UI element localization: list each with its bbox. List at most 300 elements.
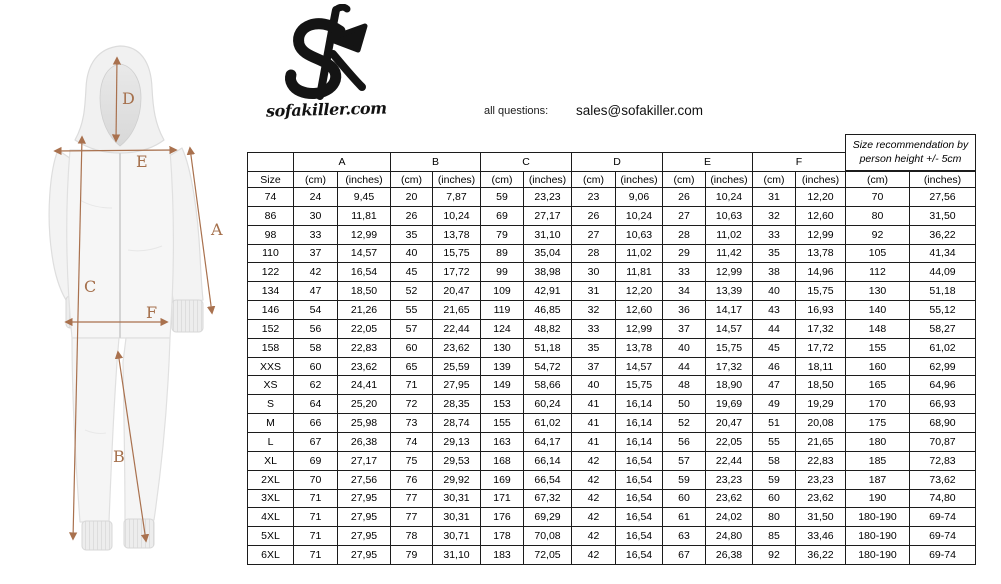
value-cell: 40 [391,244,433,263]
table-row [248,376,976,395]
value-cell: 64 [294,395,338,414]
value-cell: 112 [846,263,910,282]
value-cell: 99 [481,263,524,282]
value-cell: 85 [753,527,796,546]
value-cell: 71 [294,508,338,527]
value-cell: 42 [572,527,616,546]
value-cell: 41 [572,414,616,433]
value-cell: 49 [753,395,796,414]
value-cell: 25,59 [433,357,481,376]
table-row [248,357,976,376]
value-cell: 69 [294,451,338,470]
value-cell: 40 [753,282,796,301]
value-cell: 28 [572,244,616,263]
value-cell: 12,60 [796,206,846,225]
value-cell: 26,38 [706,546,753,565]
value-cell: 66,14 [524,451,572,470]
value-cell: 66,93 [910,395,976,414]
value-cell: 27,95 [338,546,391,565]
value-cell: 57 [391,319,433,338]
table-row [248,206,976,225]
value-cell: 89 [481,244,524,263]
value-cell: 22,83 [796,451,846,470]
value-cell: 16,93 [796,301,846,320]
value-cell: 42 [572,451,616,470]
unit-cm-header: (cm) [294,172,338,188]
value-cell: 14,57 [338,244,391,263]
value-cell: 12,60 [616,301,663,320]
value-cell: 37 [572,357,616,376]
table-row [248,489,976,508]
value-cell: 80 [846,206,910,225]
value-cell: 40 [663,338,706,357]
measure-label-e: E [136,152,148,171]
value-cell: 22,05 [338,319,391,338]
value-cell: 180 [846,432,910,451]
value-cell: 60 [294,357,338,376]
value-cell: 35 [753,244,796,263]
value-cell: 50 [663,395,706,414]
brand-site-text: sofakiller.com [265,98,387,121]
value-cell: 130 [481,338,524,357]
value-cell: 11,02 [616,244,663,263]
value-cell: 67,32 [524,489,572,508]
value-cell: 22,83 [338,338,391,357]
value-cell: 46 [753,357,796,376]
value-cell: 23,23 [796,470,846,489]
value-cell: 190 [846,489,910,508]
value-cell: 29,53 [433,451,481,470]
unit-inches-header: (inches) [706,172,753,188]
value-cell: 37 [294,244,338,263]
size-cell: 74 [248,188,294,207]
value-cell: 140 [846,301,910,320]
value-cell: 26 [572,206,616,225]
value-cell: 36,22 [796,546,846,565]
value-cell: 17,32 [706,357,753,376]
value-cell: 17,32 [796,319,846,338]
value-cell: 41 [572,395,616,414]
value-cell: 48,82 [524,319,572,338]
value-cell: 155 [846,338,910,357]
value-cell: 30,31 [433,489,481,508]
value-cell: 61,02 [910,338,976,357]
value-cell: 12,99 [616,319,663,338]
value-cell: 32 [572,301,616,320]
value-cell: 54 [294,301,338,320]
value-cell: 17,72 [796,338,846,357]
value-cell: 51 [753,414,796,433]
value-cell: 153 [481,395,524,414]
value-cell: 38 [753,263,796,282]
value-cell: 180-190 [846,527,910,546]
value-cell: 163 [481,432,524,451]
value-cell: 55 [391,301,433,320]
value-cell: 36,22 [910,225,976,244]
value-cell: 12,99 [796,225,846,244]
value-cell: 56 [294,319,338,338]
value-cell: 26 [391,206,433,225]
value-cell: 16,54 [338,263,391,282]
size-cell: 134 [248,282,294,301]
value-cell: 41,34 [910,244,976,263]
value-cell: 22,44 [706,451,753,470]
value-cell: 19,29 [796,395,846,414]
value-cell: 170 [846,395,910,414]
value-cell: 11,42 [706,244,753,263]
value-cell: 40 [572,376,616,395]
value-cell: 42 [572,546,616,565]
value-cell: 69-74 [910,527,976,546]
value-cell: 30,31 [433,508,481,527]
value-cell: 23,62 [338,357,391,376]
value-cell: 33 [753,225,796,244]
value-cell: 71 [294,546,338,565]
value-cell: 15,75 [796,282,846,301]
table-corner-spacer [248,153,294,172]
value-cell: 27,17 [524,206,572,225]
size-column-header: Size [248,172,294,188]
value-cell: 29,13 [433,432,481,451]
table-row [248,282,976,301]
value-cell: 21,26 [338,301,391,320]
measure-group-header: C [481,153,572,172]
table-row [248,188,976,207]
value-cell: 16,54 [616,451,663,470]
value-cell: 10,24 [433,206,481,225]
value-cell: 38,98 [524,263,572,282]
value-cell: 139 [481,357,524,376]
unit-cm-header: (cm) [753,172,796,188]
value-cell: 61,02 [524,414,572,433]
value-cell: 14,96 [796,263,846,282]
value-cell: 16,54 [616,489,663,508]
value-cell: 11,02 [706,225,753,244]
value-cell: 42 [572,489,616,508]
measure-group-header: B [391,153,481,172]
value-cell: 79 [391,546,433,565]
value-cell: 13,39 [706,282,753,301]
value-cell: 15,75 [433,244,481,263]
value-cell: 52 [663,414,706,433]
measure-label-d: D [122,89,135,108]
value-cell: 71 [294,527,338,546]
value-cell: 23,62 [706,489,753,508]
value-cell: 58,27 [910,319,976,338]
value-cell: 55,12 [910,301,976,320]
value-cell: 77 [391,489,433,508]
value-cell: 42 [572,508,616,527]
value-cell: 80 [753,508,796,527]
value-cell: 70 [846,188,910,207]
size-cell: XS [248,376,294,395]
size-cell: 6XL [248,546,294,565]
value-cell: 67 [294,432,338,451]
unit-inches-header: (inches) [616,172,663,188]
value-cell: 27,95 [338,527,391,546]
size-cell: 146 [248,301,294,320]
value-cell: 63 [663,527,706,546]
value-cell: 155 [481,414,524,433]
measure-label-c: C [84,277,97,296]
unit-inches-header: (inches) [338,172,391,188]
size-cell: S [248,395,294,414]
value-cell: 43 [753,301,796,320]
table-row [248,263,976,282]
measure-group-header: F [753,153,846,172]
unit-cm-header: (cm) [391,172,433,188]
sk-monogram-logo [273,4,378,100]
unit-cm-header: (cm) [663,172,706,188]
value-cell: 22,05 [706,432,753,451]
value-cell: 62 [294,376,338,395]
value-cell: 48 [663,376,706,395]
value-cell: 31 [753,188,796,207]
value-cell: 149 [481,376,524,395]
unit-inches-header: (inches) [524,172,572,188]
product-figure [0,0,245,584]
table-row [248,451,976,470]
table-row [248,414,976,433]
measure-label-a: A [211,220,223,239]
unit-cm-header: (cm) [481,172,524,188]
value-cell: 33,46 [796,527,846,546]
value-cell: 12,20 [616,282,663,301]
table-row [248,527,976,546]
value-cell: 31,50 [910,206,976,225]
value-cell: 71 [391,376,433,395]
value-cell: 28,74 [433,414,481,433]
value-cell: 12,20 [796,188,846,207]
value-cell: 12,99 [338,225,391,244]
value-cell: 30,71 [433,527,481,546]
size-cell: XXS [248,357,294,376]
value-cell: 64,17 [524,432,572,451]
value-cell: 178 [481,527,524,546]
value-cell: 34 [663,282,706,301]
value-cell: 16,54 [616,470,663,489]
value-cell: 60 [663,489,706,508]
value-cell: 29,92 [433,470,481,489]
value-cell: 25,20 [338,395,391,414]
value-cell: 42 [572,470,616,489]
size-cell: 158 [248,338,294,357]
value-cell: 31 [572,282,616,301]
value-cell: 51,18 [524,338,572,357]
value-cell: 24,41 [338,376,391,395]
value-cell: 58 [294,338,338,357]
value-cell: 33 [663,263,706,282]
size-cell: XL [248,451,294,470]
measure-group-header: E [663,153,753,172]
value-cell: 25,98 [338,414,391,433]
value-cell: 69-74 [910,546,976,565]
value-cell: 119 [481,301,524,320]
unit-cm-header: (cm) [572,172,616,188]
value-cell: 16,14 [616,432,663,451]
size-cell: 110 [248,244,294,263]
value-cell: 29 [663,244,706,263]
value-cell: 68,90 [910,414,976,433]
value-cell: 27,17 [338,451,391,470]
value-cell: 30 [572,263,616,282]
value-cell: 11,81 [616,263,663,282]
value-cell: 18,90 [706,376,753,395]
value-cell: 130 [846,282,910,301]
value-cell: 24,02 [706,508,753,527]
size-cell: 122 [248,263,294,282]
value-cell: 17,72 [433,263,481,282]
table-row [248,432,976,451]
size-cell: 86 [248,206,294,225]
table-row [248,395,976,414]
value-cell: 54,72 [524,357,572,376]
value-cell: 42 [294,263,338,282]
value-cell: 41 [572,432,616,451]
value-cell: 44,09 [910,263,976,282]
value-cell: 59 [663,470,706,489]
value-cell: 30 [294,206,338,225]
value-cell: 27,95 [338,508,391,527]
value-cell: 27,56 [910,188,976,207]
value-cell: 26,38 [338,432,391,451]
value-cell: 10,24 [616,206,663,225]
value-cell: 33 [294,225,338,244]
value-cell: 76 [391,470,433,489]
value-cell: 92 [846,225,910,244]
value-cell: 18,11 [796,357,846,376]
value-cell: 71 [294,489,338,508]
value-cell: 72 [391,395,433,414]
size-cell: 3XL [248,489,294,508]
value-cell: 165 [846,376,910,395]
value-cell: 12,99 [706,263,753,282]
table-row [248,244,976,263]
value-cell: 58 [753,451,796,470]
value-cell: 28 [663,225,706,244]
value-cell: 42,91 [524,282,572,301]
value-cell: 33 [572,319,616,338]
size-table-head [248,138,976,188]
size-cell: 4XL [248,508,294,527]
value-cell: 28,35 [433,395,481,414]
value-cell: 46,85 [524,301,572,320]
table-row [248,301,976,320]
unit-cm-header: (cm) [846,172,910,188]
value-cell: 70,08 [524,527,572,546]
value-cell: 169 [481,470,524,489]
value-cell: 20,47 [433,282,481,301]
value-cell: 148 [846,319,910,338]
value-cell: 105 [846,244,910,263]
value-cell: 20,47 [706,414,753,433]
measure-label-b: B [113,447,125,466]
unit-inches-header: (inches) [433,172,481,188]
value-cell: 52 [391,282,433,301]
value-cell: 35 [391,225,433,244]
value-cell: 13,78 [796,244,846,263]
value-cell: 65 [391,357,433,376]
value-cell: 24,80 [706,527,753,546]
value-cell: 18,50 [338,282,391,301]
size-table-body [248,188,976,565]
value-cell: 175 [846,414,910,433]
value-cell: 44 [753,319,796,338]
table-row [248,470,976,489]
value-cell: 19,69 [706,395,753,414]
value-cell: 14,17 [706,301,753,320]
value-cell: 9,45 [338,188,391,207]
value-cell: 66,54 [524,470,572,489]
value-cell: 22,44 [433,319,481,338]
value-cell: 44 [663,357,706,376]
value-cell: 60 [753,489,796,508]
value-cell: 59 [481,188,524,207]
value-cell: 183 [481,546,524,565]
value-cell: 16,54 [616,527,663,546]
value-cell: 69-74 [910,508,976,527]
value-cell: 26 [663,188,706,207]
questions-label: all questions: [484,105,549,117]
value-cell: 14,57 [616,357,663,376]
value-cell: 16,14 [616,414,663,433]
value-cell: 66 [294,414,338,433]
recommendation-header-cell [846,138,976,172]
value-cell: 60,24 [524,395,572,414]
value-cell: 16,54 [616,546,663,565]
value-cell: 10,63 [706,206,753,225]
value-cell: 16,54 [616,508,663,527]
value-cell: 24 [294,188,338,207]
value-cell: 23,62 [796,489,846,508]
value-cell: 51,18 [910,282,976,301]
value-cell: 10,63 [616,225,663,244]
value-cell: 27 [572,225,616,244]
value-cell: 75 [391,451,433,470]
value-cell: 20,08 [796,414,846,433]
size-cell: 2XL [248,470,294,489]
value-cell: 27,95 [433,376,481,395]
value-cell: 60 [391,338,433,357]
value-cell: 64,96 [910,376,976,395]
value-cell: 27,56 [338,470,391,489]
size-cell: M [248,414,294,433]
value-cell: 73,62 [910,470,976,489]
onesie-drawing [49,46,203,550]
size-cell: L [248,432,294,451]
value-cell: 31,10 [524,225,572,244]
table-row [248,546,976,565]
table-row [248,508,976,527]
value-cell: 10,24 [706,188,753,207]
value-cell: 23 [572,188,616,207]
value-cell: 171 [481,489,524,508]
value-cell: 27,95 [338,489,391,508]
contact-email[interactable]: sales@sofakiller.com [576,103,703,118]
value-cell: 56 [663,432,706,451]
value-cell: 124 [481,319,524,338]
value-cell: 32 [753,206,796,225]
value-cell: 21,65 [796,432,846,451]
value-cell: 23,62 [433,338,481,357]
value-cell: 15,75 [706,338,753,357]
value-cell: 109 [481,282,524,301]
value-cell: 73 [391,414,433,433]
value-cell: 70,87 [910,432,976,451]
value-cell: 180-190 [846,546,910,565]
value-cell: 13,78 [616,338,663,357]
value-cell: 20 [391,188,433,207]
